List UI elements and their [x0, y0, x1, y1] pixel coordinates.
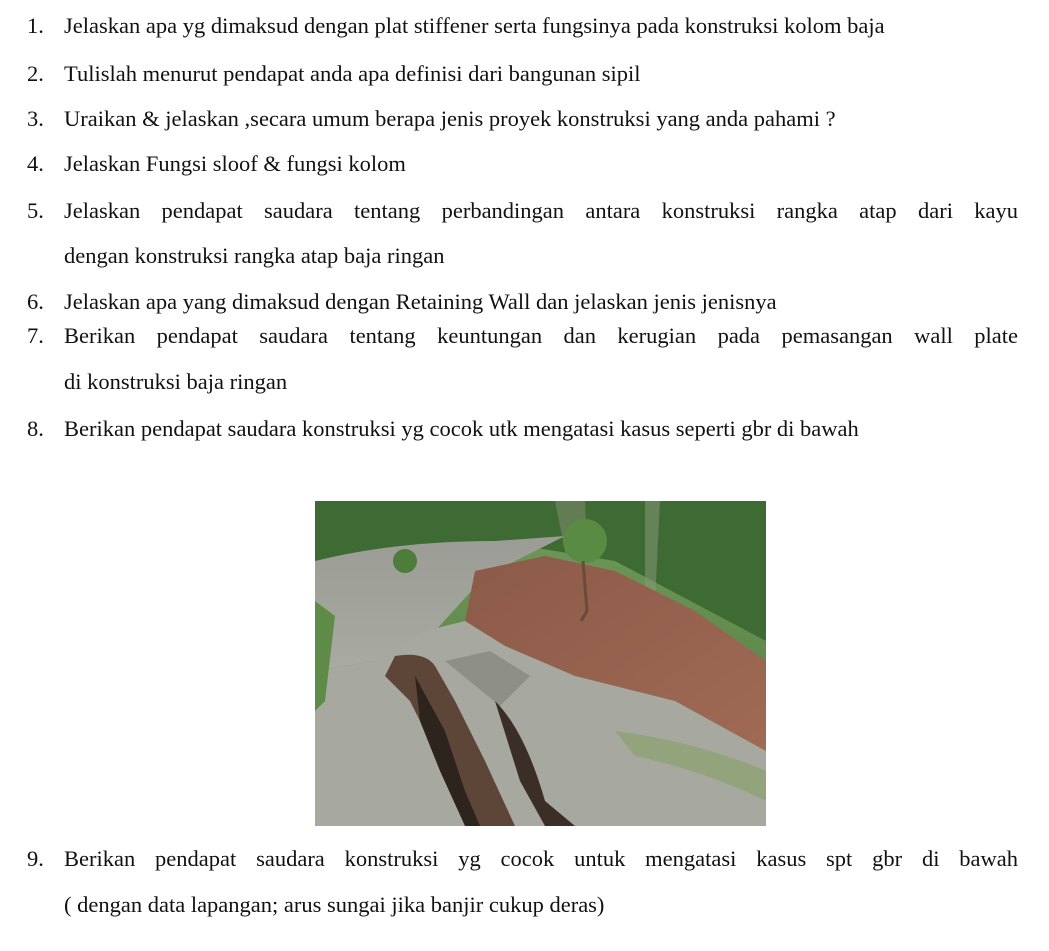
question-text: Jelaskan apa yg dimaksud dengan plat stiffener serta fungsinya pada konstruksi kolom baja [64, 13, 885, 38]
question-text: Uraikan & jelaskan ,secara umum berapa jenis proyek konstruksi yang anda pahami ? [64, 106, 836, 131]
question-text: dengan konstruksi rangka atap baja ringan [64, 243, 445, 268]
question-text: Berikan pendapat saudara tentang keuntungan dan kerugian pada pemasangan wall plate [64, 323, 1018, 348]
question-text: Berikan pendapat saudara konstruksi yg cocok utk mengatasi kasus seperti gbr di bawah [64, 416, 859, 441]
question-number: 2. [27, 61, 44, 86]
question-text: Berikan pendapat saudara konstruksi yg cocok untuk mengatasi kasus spt gbr di bawah [64, 846, 1018, 871]
question-number: 7. [27, 323, 44, 348]
landslide-road-photo [315, 501, 766, 826]
question-text: Jelaskan Fungsi sloof & fungsi kolom [64, 151, 406, 176]
question-number: 6. [27, 289, 44, 314]
question-number: 5. [27, 198, 44, 223]
question-number: 3. [27, 106, 44, 131]
question-text: di konstruksi baja ringan [64, 369, 288, 394]
question-text: ( dengan data lapangan; arus sungai jika banjir cukup deras) [64, 892, 605, 917]
question-number: 9. [27, 846, 44, 871]
question-text: Jelaskan pendapat saudara tentang perbandingan antara konstruksi rangka atap dari kayu [64, 198, 1018, 223]
question-number: 1. [27, 13, 44, 38]
question-text: Jelaskan apa yang dimaksud dengan Retaining Wall dan jelaskan jenis jenisnya [64, 289, 777, 314]
question-number: 8. [27, 416, 44, 441]
question-number: 4. [27, 151, 44, 176]
question-text: Tulislah menurut pendapat anda apa definisi dari bangunan sipil [64, 61, 641, 86]
